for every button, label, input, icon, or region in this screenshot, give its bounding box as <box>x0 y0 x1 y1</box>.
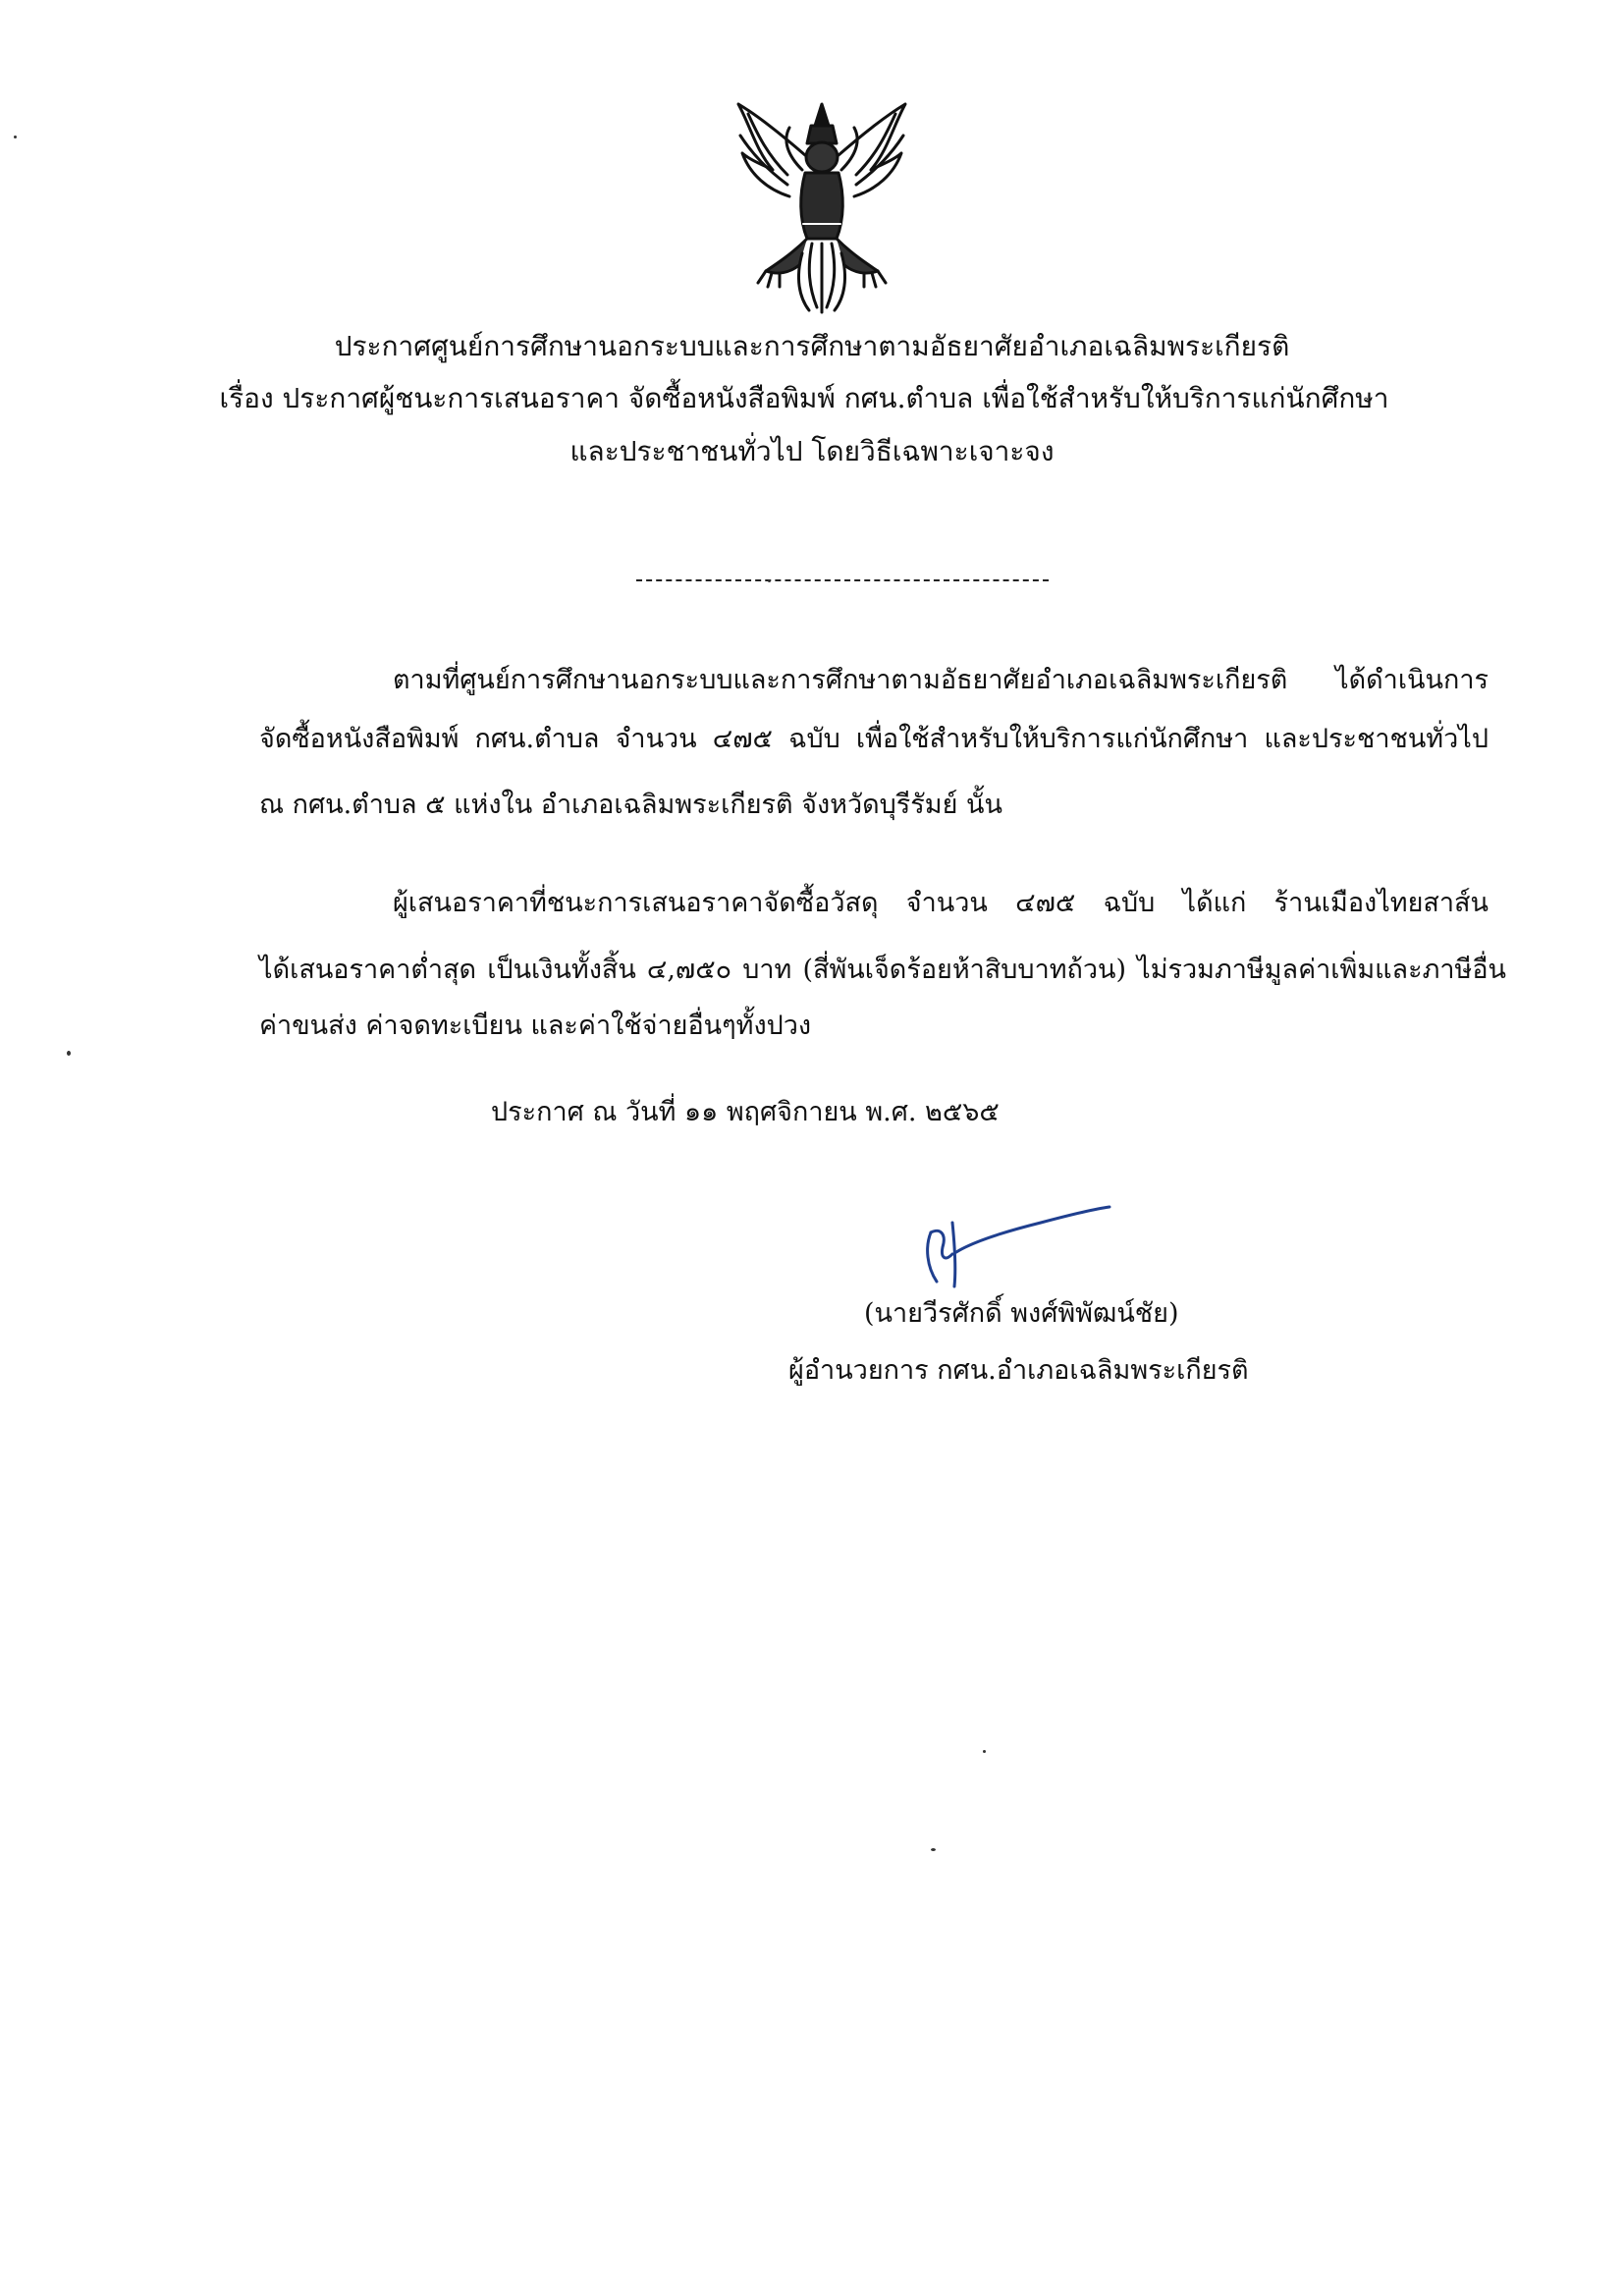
announcement-date: ประกาศ ณ วันที่ ๑๑ พฤศจิกายน พ.ศ. ๒๕๖๕ <box>491 1097 1000 1127</box>
scan-speck <box>983 1750 986 1753</box>
signatory-position: ผู้อำนวยการ กศน.อำเภอเฉลิมพระเกียรติ <box>788 1355 1249 1386</box>
scan-speck <box>67 1051 71 1056</box>
paragraph-2-line-2: ได้เสนอราคาต่ำสุด เป็นเงินทั้งสิ้น ๔,๗๕๐ บาท (สี่พันเจ็ดร้อยห้าสิบบาทถ้วน) ไม่รวมภาษีมูลค่าเพิ่มและภาษีอื่น <box>259 955 1506 985</box>
paragraph-1-line-3: ณ กศน.ตำบล ๕ แห่งใน อำเภอเฉลิมพระเกียรติ จังหวัดบุรีรัมย์ นั้น <box>259 790 1002 820</box>
subject-line-continued: และประชาชนทั่วไป โดยวิธีเฉพาะเจาะจง <box>569 435 1055 467</box>
paragraph-2-line-1: ผู้เสนอราคาที่ชนะการเสนอราคาจัดซื้อวัสดุ จำนวน ๔๗๕ ฉบับ ได้แก่ ร้านเมืองไทยสาส์น <box>393 888 1489 918</box>
signatory-name: (นายวีรศักดิ์ พงศ์พิพัฒน์ชัย) <box>864 1298 1179 1329</box>
announcement-title: ประกาศศูนย์การศึกษานอกระบบและการศึกษาตามอัธยาศัยอำเภอเฉลิมพระเกียรติ <box>334 330 1290 362</box>
handwritten-signature <box>913 1193 1119 1291</box>
scan-speck <box>14 136 17 138</box>
subject-line: เรื่อง ประกาศผู้ชนะการเสนอราคา จัดซื้อหนังสือพิมพ์ กศน.ตำบล เพื่อใช้สำหรับให้บริการแก่นักศึกษา <box>219 382 1389 414</box>
scan-speck <box>931 1848 936 1851</box>
divider-line <box>636 579 1049 581</box>
paragraph-1-line-1: ตามที่ศูนย์การศึกษานอกระบบและการศึกษาตามอัธยาศัยอำเภอเฉลิมพระเกียรติ ได้ดำเนินการ <box>393 665 1489 695</box>
garuda-emblem-icon <box>729 96 915 317</box>
paragraph-1-line-2: จัดซื้อหนังสือพิมพ์ กศน.ตำบล จำนวน ๔๗๕ ฉบับ เพื่อใช้สำหรับให้บริการแก่นักศึกษา และประชาชนทั่วไป <box>259 724 1489 754</box>
scan-speck <box>768 579 771 582</box>
paragraph-2-line-3: ค่าขนส่ง ค่าจดทะเบียน และค่าใช้จ่ายอื่นๆทั้งปวง <box>259 1011 812 1041</box>
